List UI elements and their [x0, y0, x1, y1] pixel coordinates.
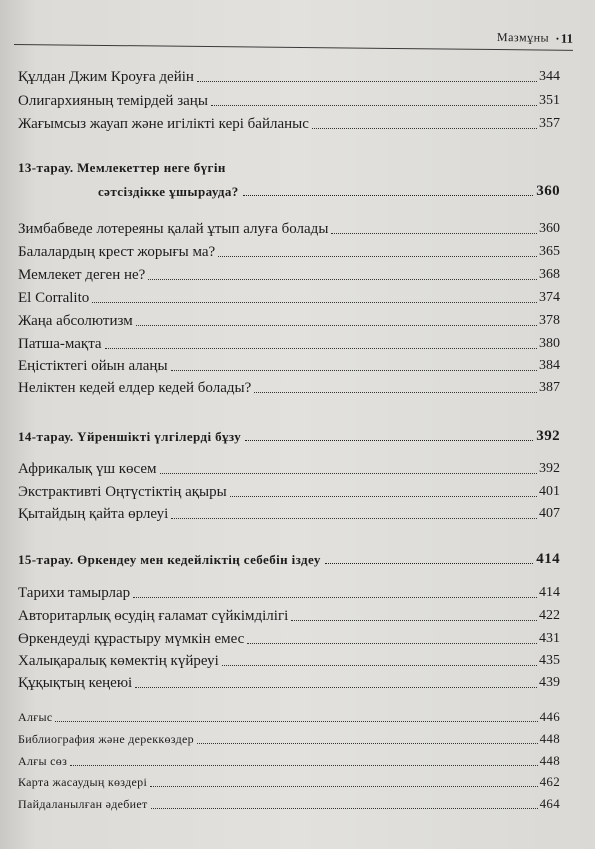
dot-leader	[171, 518, 537, 519]
entry-title: Алғы сөз	[18, 754, 68, 768]
entry-title: Неліктен кедей елдер кедей болады?	[18, 380, 252, 396]
toc-entry	[18, 650, 560, 670]
toc-entry	[18, 750, 560, 770]
entry-page: 374	[539, 290, 560, 305]
dot-leader	[325, 563, 534, 564]
entry-title: Тарихи тамырлар	[18, 585, 131, 601]
toc-entry	[18, 582, 560, 602]
entry-title: Құлдан Джим Кроуға дейін	[18, 69, 194, 85]
entry-page: 462	[539, 774, 560, 789]
section-title: Мазмұны	[496, 30, 550, 45]
chapter-label: 14-тарау.	[18, 429, 74, 444]
toc-entry	[18, 605, 560, 625]
dot-leader	[254, 392, 537, 393]
dot-leader	[211, 105, 537, 106]
entry-page: 360	[539, 221, 560, 236]
entry-page: 378	[539, 313, 560, 328]
entry-title: Библиография және дереккөздер	[18, 732, 194, 746]
dot-leader	[105, 348, 537, 349]
entry-title: Патша-мақта	[18, 336, 102, 352]
entry-title: Пайдаланылған әдебиет	[18, 797, 148, 811]
dot-leader	[197, 81, 537, 82]
dot-leader	[171, 370, 537, 371]
entry-title: Жағымсыз жауап және игілікті кері байланыс	[18, 116, 309, 132]
toc-entry	[18, 218, 560, 238]
toc-entry	[18, 113, 560, 133]
entry-page: 368	[539, 267, 560, 282]
dot-leader	[135, 687, 537, 688]
chapter-heading	[18, 425, 560, 445]
chapter-title: Өркендеу мен кедейліктің себебін іздеу	[77, 552, 321, 567]
entry-page: 380	[539, 336, 560, 351]
toc-entry	[18, 628, 560, 648]
running-header	[14, 20, 573, 51]
entry-title: Құқықтың кеңеюі	[18, 675, 133, 691]
chapter-heading-continued	[98, 180, 560, 200]
toc-entry	[18, 241, 560, 261]
entry-title: Балалардың крест жорығы ма?	[18, 244, 216, 260]
entry-page: 448	[539, 753, 560, 768]
chapter-page: 392	[536, 428, 560, 444]
dot-leader	[136, 325, 537, 326]
entry-page: 344	[539, 69, 560, 84]
entry-page: 365	[539, 244, 560, 259]
entry-page: 384	[539, 358, 560, 373]
chapter-page: 414	[536, 551, 560, 567]
entry-page: 448	[539, 731, 560, 746]
dot-leader	[222, 665, 537, 666]
entry-title: Олигархияның темірдей заңы	[18, 93, 208, 109]
dot-leader	[197, 743, 538, 744]
page-number: 11	[560, 30, 574, 46]
entry-title: Еңістіктегі ойын алаңы	[18, 358, 168, 374]
dot-leader	[70, 765, 537, 766]
toc-entry	[18, 481, 560, 501]
dot-leader	[247, 643, 537, 644]
entry-title: Африкалық үш көсем	[18, 461, 157, 477]
toc-entry	[18, 706, 560, 726]
entry-page: 351	[539, 93, 560, 108]
entry-title: Алғыс	[18, 710, 53, 724]
entry-page: 435	[539, 653, 560, 668]
entry-title: Халықаралық көмектің күйреуі	[18, 653, 219, 669]
chapter-heading	[18, 156, 560, 176]
toc-entry	[18, 458, 560, 478]
toc-entry	[18, 672, 560, 692]
dot-leader	[331, 233, 537, 234]
toc-entry	[18, 66, 560, 86]
entry-title: Экстрактивті Оңтүстіктің ақыры	[18, 484, 227, 500]
entry-title: Зимбабведе лотереяны қалай ұтып алуға болады	[18, 221, 329, 237]
entry-page: 431	[539, 631, 560, 646]
toc-entry	[18, 310, 560, 330]
chapter-title: Үйреншікті үлгілерді бұзу	[77, 429, 242, 444]
dot-leader	[151, 808, 538, 809]
entry-page: 439	[539, 675, 560, 690]
chapter-page: 360	[536, 183, 560, 199]
header-bullet: •	[555, 33, 560, 44]
chapter-label: 13-тарау.	[18, 160, 74, 175]
chapter-heading	[18, 548, 560, 568]
entry-title: Карта жасаудың көздері	[18, 775, 148, 789]
toc-entry	[18, 793, 560, 813]
entry-page: 392	[539, 461, 560, 476]
toc-entry	[18, 264, 560, 284]
dot-leader	[133, 597, 537, 598]
toc-entry	[18, 287, 560, 307]
entry-page: 414	[539, 585, 560, 600]
dot-leader	[148, 279, 537, 280]
entry-page: 446	[539, 709, 560, 724]
toc-entry	[18, 728, 560, 748]
toc-entry	[18, 377, 560, 397]
entry-title: Өркендеуді құрастыру мүмкін емес	[18, 631, 245, 647]
dot-leader	[245, 440, 533, 441]
dot-leader	[230, 496, 537, 497]
dot-leader	[312, 128, 537, 129]
entry-page: 407	[539, 506, 560, 521]
dot-leader	[92, 302, 537, 303]
entry-title: Қытайдың қайта өрлеуі	[18, 506, 169, 522]
entry-title: Жаңа абсолютизм	[18, 313, 133, 329]
entry-page: 357	[539, 116, 560, 131]
chapter-label: 15-тарау.	[18, 552, 74, 567]
dot-leader	[291, 620, 537, 621]
toc-entry	[18, 355, 560, 375]
dot-leader	[55, 721, 537, 722]
toc-entry	[18, 90, 560, 110]
chapter-title-line1: Мемлекеттер неге бүгін	[77, 160, 226, 175]
entry-title: El Corralito	[18, 290, 90, 306]
entry-page: 422	[539, 608, 560, 623]
dot-leader	[218, 256, 537, 257]
chapter-title-line2: сәтсіздікке ұшырауда?	[98, 184, 239, 199]
entry-title: Мемлекет деген не?	[18, 267, 146, 283]
toc-entry	[18, 771, 560, 791]
dot-leader	[150, 786, 538, 787]
entry-page: 464	[539, 796, 560, 811]
entry-page: 401	[539, 484, 560, 499]
dot-leader	[243, 195, 534, 196]
dot-leader	[160, 473, 537, 474]
entry-title: Авторитарлық өсудің ғаламат сүйкімділігі	[18, 608, 289, 624]
toc-entry	[18, 333, 560, 353]
toc-entry	[18, 503, 560, 523]
entry-page: 387	[539, 380, 560, 395]
